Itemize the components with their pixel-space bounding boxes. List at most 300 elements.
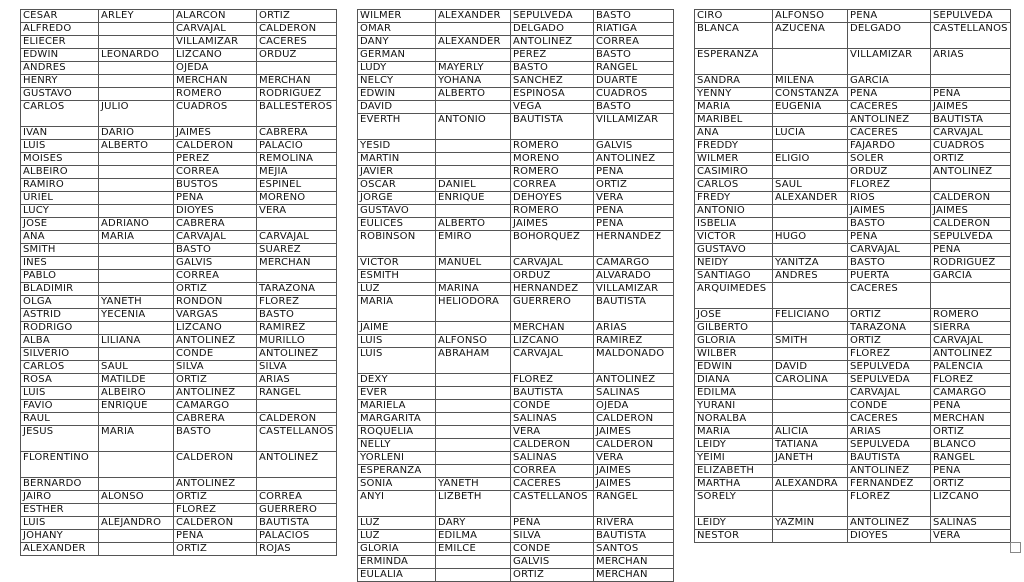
first-surname-cell: BASTO [848,257,931,270]
first-name-cell: BLADIMIR [21,283,99,296]
second-surname-cell: TARAZONA [257,283,337,296]
first-surname-cell: TARAZONA [848,322,931,335]
first-surname-cell: SEPULVEDA [511,10,594,23]
first-surname-cell: SALINAS [511,413,594,426]
first-name-cell: ALBA [21,335,99,348]
second-name-cell [773,387,848,400]
second-name-cell: YOHANA [436,75,511,88]
first-name-cell: GUSTAVO [21,88,99,101]
table-row [21,75,337,88]
first-name-cell: JOSE [21,218,99,231]
first-name-cell: ERMINDA [358,556,436,569]
second-surname-cell: MERCHAN [257,257,337,270]
table-row [358,36,674,49]
first-name-cell: NORALBA [695,413,773,426]
table-row [695,23,1011,49]
first-surname-cell: ANTOLINEZ [848,114,931,127]
first-name-cell: MOISES [21,153,99,166]
table-row [21,179,337,192]
table-row [695,231,1011,244]
second-surname-cell: ROJAS [257,543,337,556]
second-surname-cell: BALLESTEROS [257,101,337,127]
first-name-cell: ELIZABETH [695,465,773,478]
second-surname-cell: MALDONADO [594,348,674,374]
table-row [695,49,1011,75]
first-name-cell: DIANA [695,374,773,387]
table-row [695,114,1011,127]
table-row [21,205,337,218]
first-surname-cell: CALDERON [174,517,257,530]
second-name-cell: ALBEIRO [99,387,174,400]
second-surname-cell: PEÑA [931,465,1011,478]
first-surname-cell: PEÑA [174,530,257,543]
first-surname-cell: CARVAJAL [511,348,594,374]
second-name-cell [99,179,174,192]
first-surname-cell: ORTIZ [174,491,257,504]
first-surname-cell: CARVAJAL [174,231,257,244]
second-surname-cell: SALINAS [594,387,674,400]
second-name-cell: ALEXANDER [773,192,848,205]
first-name-cell: EVERTH [358,114,436,140]
first-surname-cell: ANTOLINEZ [174,335,257,348]
table-row [21,413,337,426]
second-surname-cell: PEÑA [594,218,674,231]
second-name-cell [436,140,511,153]
second-name-cell: EUGENIA [773,101,848,114]
second-surname-cell: BAUTISTA [594,530,674,543]
first-name-cell: MARGARITA [358,413,436,426]
second-surname-cell: CALDERON [931,218,1011,231]
first-name-cell: CARLOS [695,179,773,192]
first-name-cell: YURANI [695,400,773,413]
first-surname-cell: BASTO [174,244,257,257]
second-surname-cell [931,179,1011,192]
second-name-cell [99,452,174,478]
first-surname-cell: HERNANDEZ [511,283,594,296]
first-surname-cell: FLOREZ [848,491,931,517]
table-row [21,88,337,101]
second-surname-cell: MERCHAN [931,413,1011,426]
table-row [21,244,337,257]
first-name-cell: LUZ [358,283,436,296]
second-name-cell: ALONSO [99,491,174,504]
second-surname-cell: VERA [257,205,337,218]
second-surname-cell: CALDERON [594,439,674,452]
second-name-cell: ALEXANDER [436,10,511,23]
table-row [358,283,674,296]
first-name-cell: DEXY [358,374,436,387]
table-row [21,452,337,478]
first-surname-cell: ALARCON [174,10,257,23]
second-name-cell: YANETH [436,478,511,491]
table-row [358,205,674,218]
table-row [21,10,337,23]
second-name-cell [436,569,511,582]
first-name-cell: MARTHA [695,478,773,491]
second-name-cell [436,400,511,413]
first-name-cell: GUSTAVO [358,205,436,218]
table-row [695,452,1011,465]
second-name-cell [773,114,848,127]
second-surname-cell: RIATIGA [594,23,674,36]
second-name-cell: MILENA [773,75,848,88]
second-name-cell: LIZBETH [436,491,511,517]
table-row [695,322,1011,335]
second-name-cell: DANIEL [436,179,511,192]
first-surname-cell: LIZCANO [511,335,594,348]
second-surname-cell: ORDUZ [257,49,337,62]
first-surname-cell: LIZCANO [174,49,257,62]
second-surname-cell: JAIMES [931,101,1011,114]
second-surname-cell: BAUTISTA [594,296,674,322]
table-row [358,465,674,478]
first-name-cell: SORELY [695,491,773,517]
table-row [695,88,1011,101]
first-surname-cell: ORTIZ [511,569,594,582]
first-name-cell: CIRO [695,10,773,23]
first-surname-cell: BAUTISTA [511,114,594,140]
second-surname-cell: CACERES [257,36,337,49]
table-row [695,127,1011,140]
second-surname-cell: JAIMES [594,478,674,491]
first-name-cell: ESMITH [358,270,436,283]
second-surname-cell: CAMARGO [594,257,674,270]
first-name-cell: NELCY [358,75,436,88]
table-row [358,49,674,62]
table-row [358,478,674,491]
first-surname-cell: CORREA [174,270,257,283]
second-surname-cell [257,62,337,75]
first-name-cell: EDWIN [695,361,773,374]
table-row [358,10,674,23]
first-surname-cell: CAMARGO [174,400,257,413]
first-surname-cell: ANTOLINEZ [848,517,931,530]
table-row [358,335,674,348]
second-name-cell: ABRAHAM [436,348,511,374]
table-row [21,296,337,309]
second-name-cell: ALICIA [773,426,848,439]
second-name-cell [99,478,174,491]
first-name-cell: VICTOR [358,257,436,270]
table-row [21,140,337,153]
second-name-cell [99,348,174,361]
first-surname-cell: JAIMES [511,218,594,231]
first-name-cell: MARIBEL [695,114,773,127]
second-name-cell [99,244,174,257]
first-name-cell: ELIECER [21,36,99,49]
first-name-cell: NELLY [358,439,436,452]
second-surname-cell: CASTELLANOS [257,426,337,452]
first-name-cell: ALEXANDER [21,543,99,556]
first-surname-cell: CACERES [848,283,931,309]
table-row [21,309,337,322]
table-row [695,244,1011,257]
second-surname-cell: ORTIZ [931,153,1011,166]
table-row [21,543,337,556]
first-surname-cell: ORTIZ [848,309,931,322]
first-name-cell: SMITH [21,244,99,257]
first-name-cell: MARIA [695,426,773,439]
second-name-cell: ALEXANDRA [773,478,848,491]
first-name-cell: URIEL [21,192,99,205]
table-row [695,309,1011,322]
first-name-cell: ROQUELIA [358,426,436,439]
second-name-cell [99,413,174,426]
first-surname-cell: SALINAS [511,452,594,465]
table-row [695,218,1011,231]
second-name-cell: LEONARDO [99,49,174,62]
second-name-cell: YAZMIN [773,517,848,530]
second-surname-cell: VILLAMIZAR [594,114,674,140]
second-name-cell: MARIA [99,231,174,244]
table-row [21,218,337,231]
table-row [695,140,1011,153]
table-row [358,257,674,270]
table-row [358,439,674,452]
first-surname-cell: MERCHAN [174,75,257,88]
second-name-cell: MARIA [99,426,174,452]
second-surname-cell: MEJIA [257,166,337,179]
table-row [358,426,674,439]
second-name-cell: DARY [436,517,511,530]
first-surname-cell: VARGAS [174,309,257,322]
table-row [21,127,337,140]
first-surname-cell: BASTO [511,62,594,75]
table-row [21,36,337,49]
first-name-cell: CASIMIRO [695,166,773,179]
first-name-cell: ROSA [21,374,99,387]
second-name-cell [436,322,511,335]
second-surname-cell: CORREA [257,491,337,504]
first-name-cell: IVAN [21,127,99,140]
first-surname-cell: SEPULVEDA [848,439,931,452]
first-surname-cell: ANTOLINEZ [848,465,931,478]
table-row [695,153,1011,166]
second-name-cell [773,491,848,517]
second-surname-cell: HERNANDEZ [594,231,674,257]
first-surname-cell: CORREA [511,465,594,478]
second-name-cell: MATILDE [99,374,174,387]
second-name-cell: LUCIA [773,127,848,140]
table-row [21,166,337,179]
second-name-cell: ARLEY [99,10,174,23]
first-name-cell: RODRIGO [21,322,99,335]
second-name-cell [773,413,848,426]
first-name-cell: OMAR [358,23,436,36]
first-surname-cell: PEÑA [511,517,594,530]
first-surname-cell: ANTOLINEZ [511,36,594,49]
table-row [695,166,1011,179]
first-name-cell: LUZ [358,530,436,543]
first-name-cell: NEIDY [695,257,773,270]
table-row [21,62,337,75]
second-surname-cell [257,218,337,231]
second-name-cell: ADRIANO [99,218,174,231]
first-surname-cell: JAIMES [848,205,931,218]
table-row [695,205,1011,218]
second-surname-cell: RANGEL [594,62,674,75]
second-name-cell: EDILMA [436,530,511,543]
table-row [358,348,674,374]
second-name-cell: ENRIQUE [436,192,511,205]
first-name-cell: ALBEIRO [21,166,99,179]
table-row [21,192,337,205]
first-surname-cell: CACERES [848,127,931,140]
first-surname-cell: ANTOLINEZ [174,387,257,400]
first-name-cell: LUIS [358,348,436,374]
second-surname-cell: MERCHAN [594,569,674,582]
first-surname-cell: DIOYES [848,530,931,543]
second-surname-cell: ORTIZ [594,179,674,192]
table-row [358,192,674,205]
second-name-cell: MARINA [436,283,511,296]
table-row [358,153,674,166]
second-name-cell: DAVID [773,361,848,374]
second-surname-cell: PEÑA [594,205,674,218]
second-surname-cell: MORENO [257,192,337,205]
second-surname-cell: CAMARGO [931,387,1011,400]
second-surname-cell [931,75,1011,88]
first-name-cell: GLORIA [358,543,436,556]
first-surname-cell: FAJARDO [848,140,931,153]
table-row [21,361,337,374]
second-surname-cell: BASTO [594,101,674,114]
table-row [21,504,337,517]
first-surname-cell: PUERTA [848,270,931,283]
table-row [358,101,674,114]
first-surname-cell: CUADROS [174,101,257,127]
first-surname-cell: VEGA [511,101,594,114]
second-name-cell: ENRIQUE [99,400,174,413]
first-name-cell: YESID [358,140,436,153]
first-name-cell: DAVID [358,101,436,114]
first-name-cell: GUSTAVO [695,244,773,257]
first-name-cell: BERNARDO [21,478,99,491]
table-row [358,387,674,400]
first-name-cell: LEIDY [695,439,773,452]
second-name-cell [436,465,511,478]
first-name-cell: NESTOR [695,530,773,543]
second-surname-cell: RAMIREZ [257,322,337,335]
first-surname-cell: RIOS [848,192,931,205]
second-surname-cell: RIVERA [594,517,674,530]
second-surname-cell: REMOLINA [257,153,337,166]
first-name-cell: CARLOS [21,361,99,374]
table-row [358,231,674,257]
second-surname-cell: CUADROS [594,88,674,101]
table-row [695,465,1011,478]
second-surname-cell: DUARTE [594,75,674,88]
second-surname-cell: RODRIGUEZ [257,88,337,101]
second-name-cell [436,49,511,62]
second-surname-cell: CARVAJAL [931,127,1011,140]
second-name-cell [99,192,174,205]
first-surname-cell: BAUTISTA [848,452,931,465]
table-row [21,517,337,530]
first-surname-cell: ROMERO [511,166,594,179]
first-surname-cell: CARVAJAL [174,23,257,36]
first-surname-cell: CACERES [848,413,931,426]
second-name-cell [436,556,511,569]
table-row [358,218,674,231]
second-surname-cell [931,283,1011,309]
second-name-cell [99,283,174,296]
second-surname-cell: PEÑA [594,166,674,179]
second-surname-cell: RANGEL [257,387,337,400]
first-surname-cell: FLOREZ [848,348,931,361]
second-name-cell: JANETH [773,452,848,465]
first-name-cell: JAIME [358,322,436,335]
first-name-cell: EULALIA [358,569,436,582]
first-surname-cell: OJEDA [174,62,257,75]
second-name-cell: ALFONSO [773,10,848,23]
first-name-cell: ANTONIO [695,205,773,218]
table-row [695,374,1011,387]
second-surname-cell: RODRIGUEZ [931,257,1011,270]
page-corner-marker [1010,542,1021,553]
first-name-cell: MARIA [695,101,773,114]
second-surname-cell: ANTOLINEZ [931,166,1011,179]
second-name-cell: ALEJANDRO [99,517,174,530]
first-name-cell: ESPERANZA [695,49,773,75]
table-row [695,517,1011,530]
second-surname-cell: SALINAS [931,517,1011,530]
second-name-cell [99,205,174,218]
table-row [21,530,337,543]
table-row [695,387,1011,400]
first-surname-cell: BUSTOS [174,179,257,192]
table-row [358,322,674,335]
first-surname-cell: MORENO [511,153,594,166]
second-surname-cell: PALACIOS [257,530,337,543]
second-surname-cell: SANTOS [594,543,674,556]
second-surname-cell: CORREA [594,36,674,49]
second-name-cell [99,322,174,335]
second-surname-cell: GALVIS [594,140,674,153]
second-surname-cell: BASTO [594,49,674,62]
first-surname-cell: GUERRERO [511,296,594,322]
second-name-cell: ANDRES [773,270,848,283]
second-name-cell [773,400,848,413]
first-name-cell: ARQUIMEDES [695,283,773,309]
first-name-cell: VICTOR [695,231,773,244]
second-name-cell [436,153,511,166]
second-name-cell [99,543,174,556]
first-name-cell: ANYI [358,491,436,517]
first-surname-cell: CALDERON [511,439,594,452]
table-row [695,491,1011,517]
second-surname-cell [257,270,337,283]
first-name-cell: JESUS [21,426,99,452]
second-surname-cell: ANTOLINEZ [594,153,674,166]
second-name-cell: CAROLINA [773,374,848,387]
first-surname-cell: GALVIS [511,556,594,569]
second-name-cell [436,23,511,36]
first-name-cell: EDWIN [358,88,436,101]
first-surname-cell: CONDE [511,543,594,556]
table-row [695,192,1011,205]
table-row [21,231,337,244]
first-surname-cell: CABRERA [174,413,257,426]
second-name-cell: JULIO [99,101,174,127]
second-name-cell [773,218,848,231]
first-name-cell: OLGA [21,296,99,309]
second-surname-cell: ARIAS [594,322,674,335]
first-surname-cell: ORTIZ [174,543,257,556]
first-surname-cell: CASTELLANOS [511,491,594,517]
second-name-cell [436,374,511,387]
first-name-cell: EDWIN [21,49,99,62]
